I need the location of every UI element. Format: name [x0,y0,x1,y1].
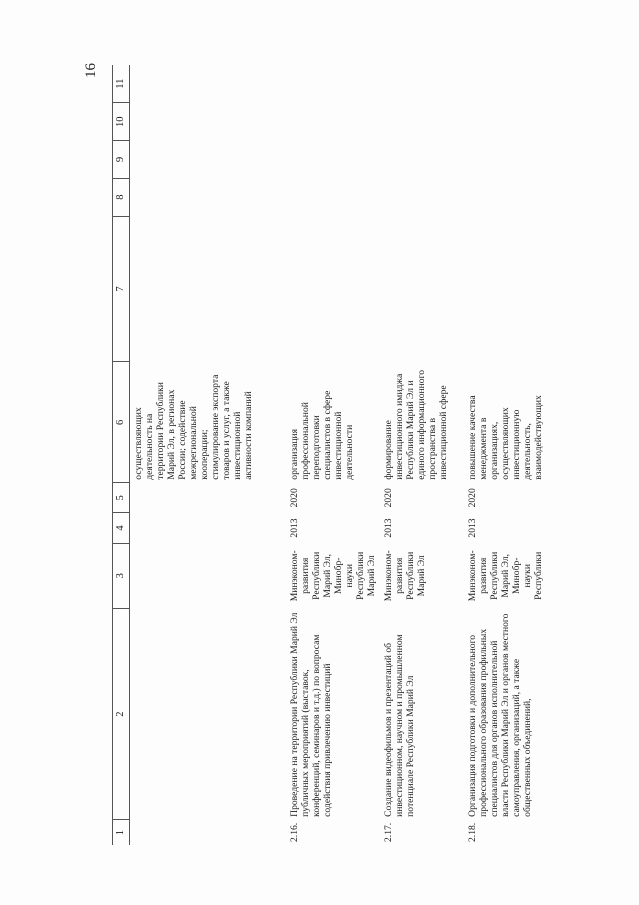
column-header: 11 [113,65,130,103]
row-number: 2.16. [289,822,300,842]
measure-name: Проведение на территории Республики Марий Эл публичных мероприятий (выставок, конференций, семинаров и т.д.) по вопросам содействия привлечению инвестиций [289,612,333,817]
end-year: 2020 [467,488,478,508]
result-cell: осуществляющих деятельность на территории Республики Марий Эл, в регионах России; содействие межрегиональной кооперации; стимулирование экспорта товаров и услуг, а также инвестиционной активности компаний [133,374,254,480]
end-year: 2020 [383,488,394,508]
table-row [380,65,464,845]
column-header: 1 [113,820,130,845]
table-row [464,65,547,845]
executor-cell: Минэконом-развития Республики Марий Эл [383,550,427,602]
measure-name: Создание видеофильмов и презентаций об инвестиционном, научном и промышленном потенциале Республики Марий Эл [383,634,416,817]
row-number: 2.18. [467,822,478,842]
column-header: 10 [113,103,130,141]
executor-cell: Минэконом-развития Республики Марий Эл, Минобр-науки Республики Марий Эл [289,550,377,602]
column-header: 5 [113,483,130,513]
column-header-row [113,65,130,845]
column-header: 8 [113,178,130,216]
executor-cell: Минэконом-развития Республики Марий Эл, Минобр-науки Республики [467,550,544,602]
column-header: 6 [113,362,130,483]
table-row-continuation [130,65,287,845]
end-year: 2020 [289,488,300,508]
table-row [286,65,380,845]
measure-name: Организация подготовки и дополнительного профессионального образования профильных специалистов для органов исполнительной власти Республики Марий Эл и органов местного самоуправления, организаций, а также общественных объединений, [467,613,533,817]
start-year: 2013 [467,518,478,538]
result-cell: формирование инвестиционного имиджа Республики Марий Эл и единого информационного пространства в инвестиционной сфере [383,369,449,480]
rotated-table-container [112,65,544,845]
page-number: 16 [83,63,99,78]
column-header: 7 [113,216,130,362]
column-header: 3 [113,543,130,608]
measures-table [112,65,547,845]
result-cell: повышение качества менеджмента в организациях, осуществляющих инвестиционную деятельность, взаимодействующих [467,395,544,480]
column-header: 2 [113,609,130,820]
start-year: 2013 [383,518,394,538]
start-year: 2013 [289,518,300,538]
column-header: 4 [113,513,130,543]
row-number: 2.17. [383,822,394,842]
result-cell: организация профессиональной переподготовки специалистов в сфере инвестиционной деятельности [289,390,355,480]
column-header: 9 [113,141,130,179]
